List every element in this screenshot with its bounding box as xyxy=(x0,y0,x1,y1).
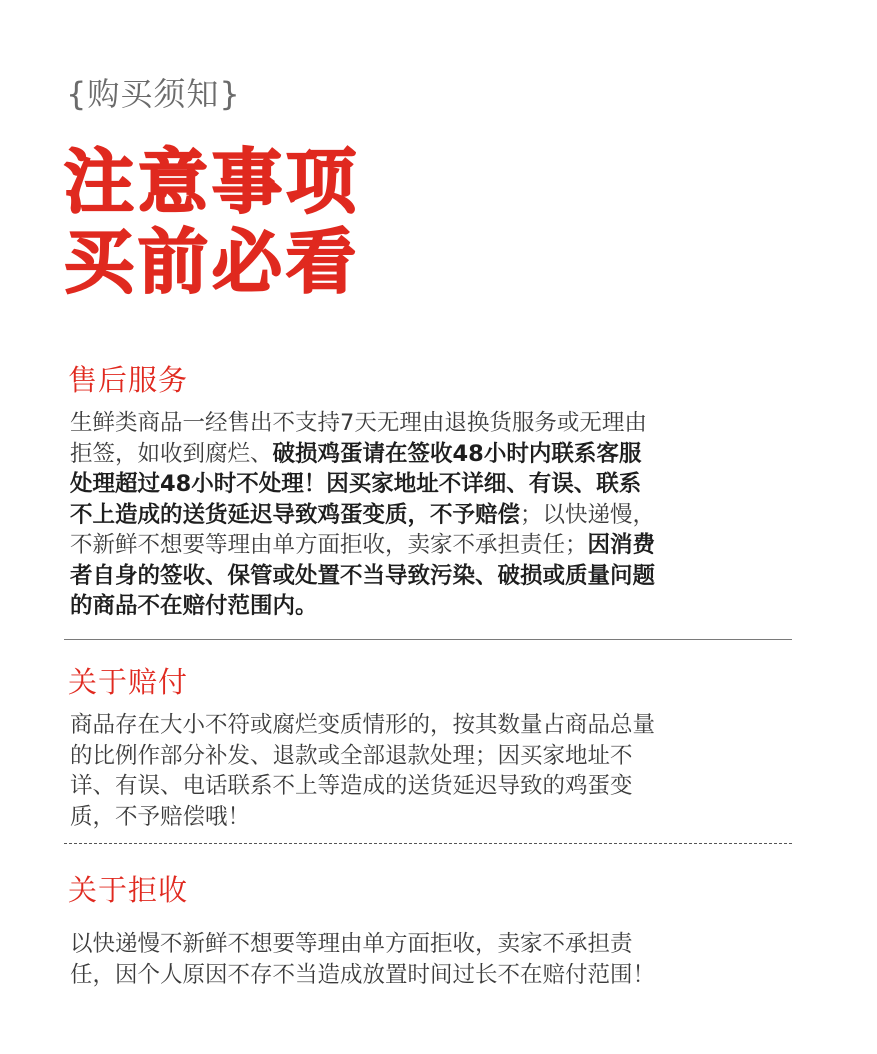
after-sales-title: 售后服务 xyxy=(68,363,189,397)
rejection-title: 关于拒收 xyxy=(68,873,189,907)
rejection-line: 以快递慢不新鲜不想要等理由单方面拒收，卖家不承担责 xyxy=(70,931,633,957)
after-sales-line xyxy=(70,500,800,531)
after-sales-emphasis: 不上造成的送货延迟导致鸡蛋变质，不予赔偿 xyxy=(70,501,521,528)
after-sales-line xyxy=(70,439,800,470)
after-sales-text: 拒签，如收到腐烂、 xyxy=(70,440,273,467)
after-sales-line: 的商品不在赔付范围内。 xyxy=(70,593,318,619)
rejection-body xyxy=(70,929,800,990)
after-sales-emphasis: 破损鸡蛋请在签收48小时内联系客服 xyxy=(272,440,642,467)
purchase-notice-label: {购买须知} xyxy=(66,75,241,113)
compensation-line: 商品存在大小不符或腐烂变质情形的，按其数量占商品总量 xyxy=(70,712,656,738)
after-sales-body xyxy=(70,408,800,622)
section-divider-solid xyxy=(64,639,792,640)
compensation-line: 详、有误、电话联系不上等造成的送货延迟导致的鸡蛋变 xyxy=(70,773,633,799)
compensation-line: 的比例作部分补发、退款或全部退款处理；因买家地址不 xyxy=(70,742,633,769)
after-sales-line xyxy=(70,530,800,561)
after-sales-line: 者自身的签收、保管或处置不当导致污染、破损或质量问题 xyxy=(70,562,656,589)
after-sales-text: ；以快递慢， xyxy=(520,501,656,528)
compensation-body xyxy=(70,710,800,832)
after-sales-line: 处理超过48小时不处理！因买家地址不详细、有误、联系 xyxy=(70,471,642,497)
headline-must-read: 买前必看 xyxy=(64,221,360,303)
section-divider-dashed xyxy=(64,843,792,844)
compensation-title: 关于赔付 xyxy=(68,665,189,699)
after-sales-text: 不新鲜不想要等理由单方面拒收，卖家不承担责任； xyxy=(70,532,588,558)
after-sales-emphasis: 因消费 xyxy=(587,532,656,558)
rejection-line: 任，因个人原因不存不当造成放置时间过长不在赔付范围！ xyxy=(70,961,656,988)
compensation-line: 质，不予赔偿哦！ xyxy=(70,803,251,830)
headline-notice: 注意事项 xyxy=(64,141,360,223)
after-sales-line: 生鲜类商品一经售出不支持7天无理由退换货服务或无理由 xyxy=(70,410,647,436)
